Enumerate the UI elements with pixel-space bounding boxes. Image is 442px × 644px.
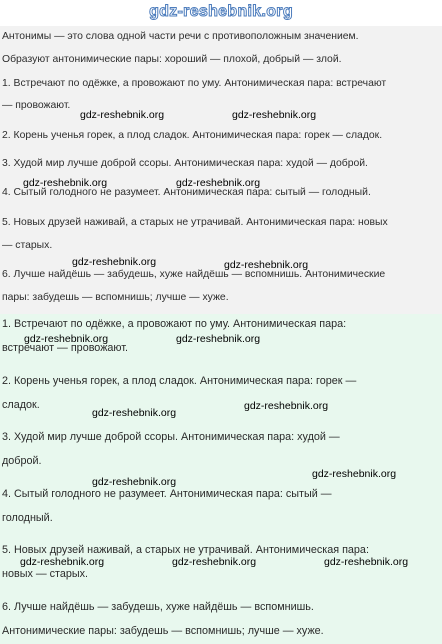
watermark: gdz-reshebnik.org <box>172 556 257 568</box>
answer-4-line-2: голодный. <box>2 512 53 524</box>
proverb-5-line-2: — старых. <box>2 240 53 251</box>
proverb-3-line: 3. Худой мир лучше доброй ссоры. Антонимическая пара: худой — доброй. <box>2 158 368 169</box>
answer-2-line-1: 2. Корень ученья горек, а плод сладок. Антонимическая пара: горек — <box>2 375 357 387</box>
proverb-4-line: 4. Сытый голодного не разумеет. Антонимическая пара: сытый — голодный. <box>2 187 371 198</box>
watermark: gdz-reshebnik.org <box>72 256 157 268</box>
answer-6-line-2: Антонимические пары: забудешь — вспомнишь; лучше — хуже. <box>2 625 324 637</box>
answer-4-line-1: 4. Сытый голодного не разумеет. Антонимическая пара: сытый — <box>2 488 332 500</box>
proverb-6-line-1: 6. Лучше найдёшь — забудешь, хуже найдёшь — вспомнишь. Антонимические <box>2 269 386 280</box>
watermark: gdz-reshebnik.org <box>244 400 329 412</box>
answer-1-line-2: встречают — провожают. <box>2 342 129 354</box>
proverb-5-line-1: 5. Новых друзей наживай, а старых не утрачивай. Антонимическая пара: новых <box>2 217 388 228</box>
answer-1-line-1: 1. Встречают по одёжке, а провожают по уму. Антонимическая пара: <box>2 318 347 330</box>
answer-3-line-1: 3. Худой мир лучше доброй ссоры. Антонимическая пара: худой — <box>2 431 340 443</box>
watermark: gdz-reshebnik.org <box>23 177 108 189</box>
answer-6-line-1: 6. Лучше найдёшь — забудешь, хуже найдёшь — вспомнишь. <box>2 601 314 613</box>
definition-example-line: Образуют антонимические пары: хороший — плохой, добрый — злой. <box>2 54 342 65</box>
watermark: gdz-reshebnik.org <box>92 407 177 419</box>
watermark: gdz-reshebnik.org <box>312 468 397 480</box>
watermark: gdz-reshebnik.org <box>324 556 409 568</box>
answer-2-line-2: сладок. <box>2 399 40 411</box>
watermark: gdz-reshebnik.org <box>176 333 261 345</box>
site-title: gdz-reshebnik.org <box>149 3 293 20</box>
answer-3-line-2: доброй. <box>2 455 42 467</box>
answer-5-line-1: 5. Новых друзей наживай, а старых не утрачивай. Антонимическая пара: <box>2 544 369 556</box>
watermark: gdz-reshebnik.org <box>24 333 109 345</box>
proverb-6-line-2: пары: забудешь — вспомнишь; лучше — хуже. <box>2 292 229 303</box>
watermark: gdz-reshebnik.org <box>80 109 165 121</box>
watermark: gdz-reshebnik.org <box>20 556 105 568</box>
proverb-1-line-1: 1. Встречают по одёжке, а провожают по уму. Антонимическая пара: встречают <box>2 78 387 89</box>
watermark: gdz-reshebnik.org <box>92 476 177 488</box>
watermark: gdz-reshebnik.org <box>224 259 309 271</box>
proverb-1-line-2: — провожают. <box>2 100 71 111</box>
answer-5-line-2: новых — старых. <box>2 568 89 580</box>
definition-line: Антонимы — это слова одной части речи с противоположным значением. <box>2 31 359 42</box>
watermark: gdz-reshebnik.org <box>176 177 261 189</box>
watermark: gdz-reshebnik.org <box>232 109 317 121</box>
proverb-2-line: 2. Корень ученья горек, а плод сладок. Антонимическая пара: горек — сладок. <box>2 130 383 141</box>
